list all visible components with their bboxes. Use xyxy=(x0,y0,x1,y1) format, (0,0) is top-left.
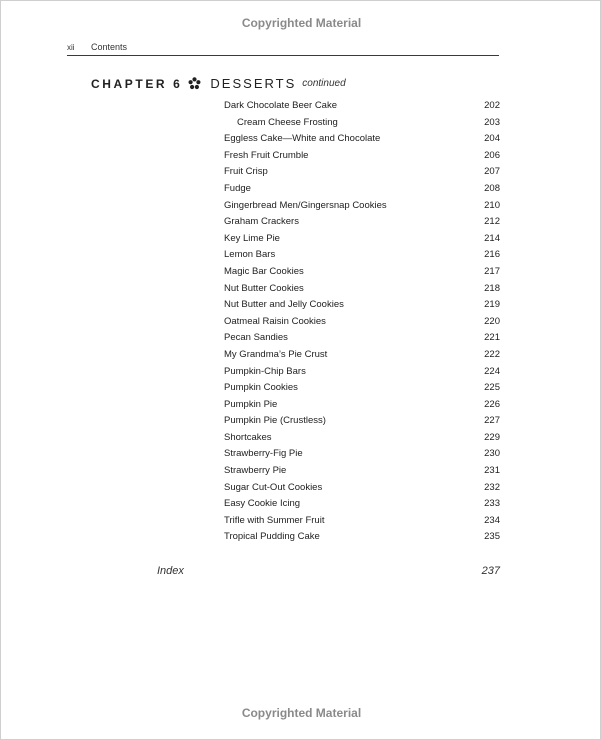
toc-entry[interactable] xyxy=(224,231,501,248)
entry-page-number: 219 xyxy=(484,299,500,311)
entry-title: Strawberry Pie xyxy=(224,465,287,477)
watermark-bottom: Copyrighted Material xyxy=(241,706,362,720)
flower-icon xyxy=(188,77,201,90)
entry-title: Key Lime Pie xyxy=(224,232,280,244)
entry-title: Pumpkin Pie (Crustless) xyxy=(224,415,326,427)
entry-title: Dark Chocolate Beer Cake xyxy=(224,100,337,111)
entry-title: Fudge xyxy=(224,182,251,194)
toc-entry[interactable] xyxy=(224,364,501,381)
entry-title: Gingerbread Men/Gingersnap Cookies xyxy=(224,199,387,211)
running-head xyxy=(67,42,499,56)
entry-page-number: 206 xyxy=(484,149,500,161)
watermark-top: Copyrighted Material xyxy=(241,16,362,30)
toc-entry[interactable] xyxy=(224,480,501,497)
entry-page-number: 227 xyxy=(484,415,500,427)
entry-page-number: 234 xyxy=(484,514,500,526)
entry-page-number: 224 xyxy=(484,365,500,377)
entry-page-number: 210 xyxy=(484,199,500,211)
entry-title: Fruit Crisp xyxy=(224,166,268,178)
toc-entry[interactable] xyxy=(224,314,501,331)
entry-title: Oatmeal Raisin Cookies xyxy=(224,315,326,327)
entry-title: Easy Cookie Icing xyxy=(224,498,301,510)
entry-page-number: 216 xyxy=(484,249,500,261)
entry-page-number: 202 xyxy=(484,100,500,111)
entry-page-number: 208 xyxy=(484,182,500,194)
toc-entry[interactable] xyxy=(224,529,501,546)
entry-page-number: 214 xyxy=(484,232,500,244)
entry-title: Fresh Fruit Crumble xyxy=(224,149,309,161)
entry-page-number: 230 xyxy=(484,448,500,460)
entry-title: Graham Crackers xyxy=(224,216,299,228)
entry-page-number: 220 xyxy=(484,315,500,327)
continued-label: continued xyxy=(302,78,346,89)
toc-entry[interactable] xyxy=(224,430,501,447)
entry-title: Shortcakes xyxy=(224,431,272,443)
entry-title: My Grandma’s Pie Crust xyxy=(224,348,328,360)
page-folio: xii xyxy=(67,43,75,52)
toc-entry[interactable] xyxy=(224,115,501,132)
entry-title: Magic Bar Cookies xyxy=(224,265,304,277)
chapter-title: DESSERTS xyxy=(210,76,297,91)
toc-list xyxy=(224,98,501,546)
toc-entry[interactable] xyxy=(224,98,501,115)
entry-page-number: 203 xyxy=(484,116,500,128)
chapter-heading xyxy=(91,76,346,91)
toc-entry[interactable] xyxy=(224,281,501,298)
toc-entry[interactable] xyxy=(224,330,501,347)
running-head-title: Contents xyxy=(91,42,128,52)
entry-title: Strawberry-Fig Pie xyxy=(224,448,303,460)
toc-entry[interactable] xyxy=(224,380,501,397)
toc-entry[interactable] xyxy=(224,198,501,215)
entry-page-number: 233 xyxy=(484,498,500,510)
toc-entry[interactable] xyxy=(224,513,501,530)
entry-page-number: 232 xyxy=(484,481,500,493)
entry-title: Nut Butter and Jelly Cookies xyxy=(224,299,344,311)
toc-entry[interactable] xyxy=(224,214,501,231)
entry-page-number: 235 xyxy=(484,531,500,543)
entry-page-number: 221 xyxy=(484,332,500,344)
toc-entry[interactable] xyxy=(224,264,501,281)
toc-entry[interactable] xyxy=(224,463,501,480)
toc-entry[interactable] xyxy=(224,131,501,148)
entry-title: Lemon Bars xyxy=(224,249,276,261)
entry-page-number: 204 xyxy=(484,133,500,145)
entry-title: Cream Cheese Frosting xyxy=(237,116,338,128)
entry-title: Pumpkin-Chip Bars xyxy=(224,365,306,377)
entry-page-number: 217 xyxy=(484,265,500,277)
toc-entry[interactable] xyxy=(224,148,501,165)
toc-entry[interactable] xyxy=(224,247,501,264)
toc-entry[interactable] xyxy=(224,164,501,181)
toc-entry[interactable] xyxy=(224,496,501,513)
toc-entry[interactable] xyxy=(224,181,501,198)
entry-page-number: 226 xyxy=(484,398,500,410)
entry-page-number: 207 xyxy=(484,166,500,178)
entry-page-number: 231 xyxy=(484,465,500,477)
entry-title: Sugar Cut-Out Cookies xyxy=(224,481,323,493)
entry-title: Nut Butter Cookies xyxy=(224,282,304,294)
entry-page-number: 225 xyxy=(484,382,500,394)
index-page-number: 237 xyxy=(481,565,500,577)
index-label: Index xyxy=(157,565,184,577)
entry-page-number: 212 xyxy=(484,216,500,228)
entry-page-number: 229 xyxy=(484,431,500,443)
entry-page-number: 222 xyxy=(484,348,500,360)
entry-page-number: 218 xyxy=(484,282,500,294)
entry-title: Pecan Sandies xyxy=(224,332,288,344)
toc-entry[interactable] xyxy=(224,347,501,364)
toc-entry[interactable] xyxy=(224,297,501,314)
chapter-number: CHAPTER 6 xyxy=(91,76,183,91)
entry-title: Eggless Cake—White and Chocolate xyxy=(224,133,381,145)
toc-entry[interactable] xyxy=(224,397,501,414)
entry-title: Trifle with Summer Fruit xyxy=(224,514,325,526)
toc-entry[interactable] xyxy=(224,446,501,463)
index-entry[interactable] xyxy=(157,565,501,581)
toc-entry[interactable] xyxy=(224,413,501,430)
entry-title: Pumpkin Pie xyxy=(224,398,278,410)
entry-title: Pumpkin Cookies xyxy=(224,382,298,394)
entry-title: Tropical Pudding Cake xyxy=(224,531,320,543)
